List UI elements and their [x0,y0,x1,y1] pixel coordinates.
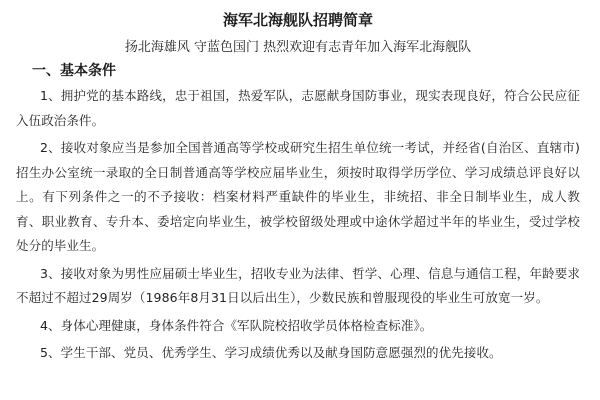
document-subtitle: 扬北海雄风 守蓝色国门 热烈欢迎有志青年加入海军北海舰队 [124,40,472,55]
section-heading-basic-conditions: 一、基本条件 [32,63,116,79]
condition-item-3: 3、接收对象为男性应届硕士毕业生，招收专业为法律、哲学、心理、信息与通信工程，年龄要求不超过不超过29周岁（1986年8月31日以后出生），少数民族和曾服现役的毕业生可放宽一岁。 [16,265,580,305]
condition-item-1: 1、拥护党的基本路线，忠于祖国，热爱军队，志愿献身国防事业，现实表现良好，符合公民应征入伍政治条件。 [16,88,580,128]
condition-item-4: 4、身体心理健康，身体条件符合《军队院校招收学员体格检查标准》。 [40,317,433,333]
document-title: 海军北海舰队招聘简章 [222,11,373,29]
condition-item-5: 5、学生干部、党员、优秀学生、学习成绩优秀以及献身国防意愿强烈的优先接收。 [40,345,502,360]
condition-item-2: 2、接收对象应当是参加全国普通高等学校或研究生招生单位统一考试，并经省(自治区、直辖市)招生办公室统一录取的全日制普通高等学校应届毕业生，须按时取得学历学位、学习成绩总评良好以上。有下列条件之一的不予接收：档案材料严重缺件的毕业生，非统招、非全日制毕业生，成人教育、职业教育、专升本、委培定向毕业生，被学校留级处理或中途休学超过半年的毕业生，受过学校处分的毕业生。 [16,140,580,253]
